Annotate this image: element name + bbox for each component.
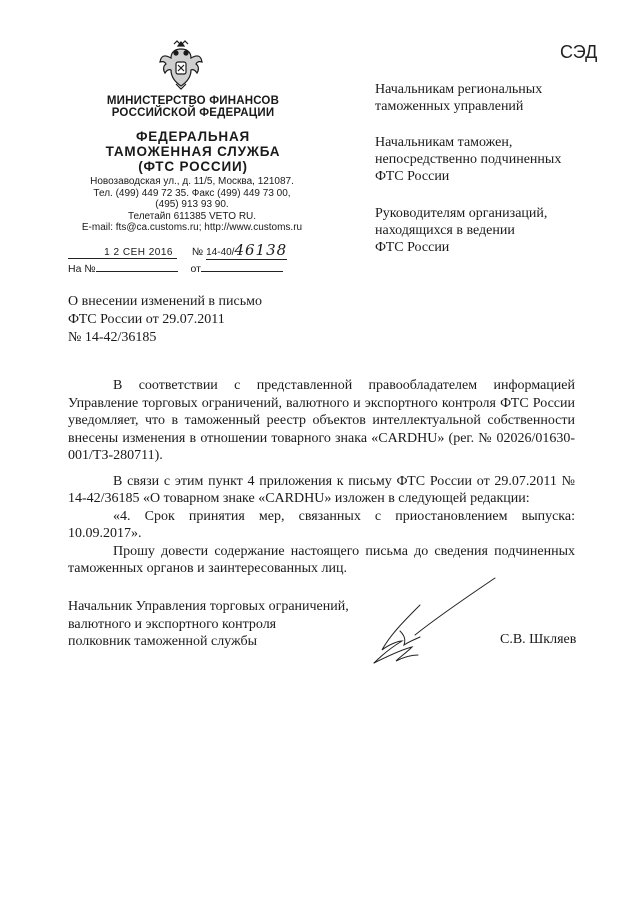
addressee-customs — [375, 134, 605, 185]
registration-number — [206, 241, 287, 260]
addressee-line: непосредственно подчиненных — [375, 152, 562, 167]
contact-block — [72, 176, 312, 234]
body-paragraph-1: В соответствии с представленной правообладателем информацией Управление торговых ограничений, валютного и экспортного контроля ФТС России уведомляет, что в таможенный реестр объектов интеллектуальной собственности внесены изменения в отношении товарного знака «CARDHU» (рег. № 02026/01630-001/ТЗ-280711). — [68, 378, 575, 463]
addressee-line: ФТС России — [375, 169, 450, 184]
addressee-line: Начальникам таможен, — [375, 135, 513, 150]
teletype: Телетайп 611385 VETO RU. — [127, 210, 257, 222]
addressee-regional — [375, 81, 605, 115]
subject-line3: № 14-42/36185 — [68, 330, 157, 345]
addressee-line: ФТС России — [375, 240, 450, 255]
email-web: E-mail: fts@ca.customs.ru; http://www.customs.ru — [81, 222, 303, 233]
service-line2: ТАМОЖЕННАЯ СЛУЖБА — [105, 144, 281, 159]
phone2: (495) 913 93 90. — [155, 199, 229, 210]
body-paragraph-4: Прошу довести содержание настоящего письма до сведения подчиненных таможенных органов и заинтересованных лиц. — [68, 543, 575, 576]
service-line3: (ФТС РОССИИ) — [138, 159, 248, 174]
signer-title-line2: валютного и экспортного контроля — [68, 616, 277, 632]
sed-stamp: СЭД — [560, 42, 598, 62]
addressee-line: Начальникам региональных — [375, 82, 543, 97]
subject-line1: О внесении изменений в письмо — [68, 294, 262, 309]
address: Новозаводская ул., д. 11/5, Москва, 121087. — [90, 176, 294, 187]
service-line1: ФЕДЕРАЛЬНАЯ — [135, 129, 251, 144]
addressee-line: таможенных управлений — [375, 99, 524, 114]
subject-block — [68, 293, 262, 347]
number-label: № — [191, 246, 204, 258]
addressee-line: находящихся в ведении — [375, 223, 515, 238]
addressee-line: Руководителям организаций, — [375, 206, 548, 221]
ref-blank — [96, 261, 178, 272]
from-label: от — [190, 263, 201, 275]
phone-fax: Тел. (499) 449 72 35. Факс (499) 449 73 00, — [93, 187, 291, 199]
ref-label: На № — [68, 263, 96, 275]
addressee-organizations — [375, 205, 605, 256]
signer-title-line3: полковник таможенной службы — [68, 634, 258, 649]
body-paragraph-3: «4. Срок принятия мер, связанных с приостановлением выпуска: 10.09.2017». — [68, 508, 575, 541]
signer-title-line1: Начальник Управления торговых ограничений, — [68, 599, 349, 614]
body-paragraph-2: В связи с этим пункт 4 приложения к письму ФТС России от 29.07.2011 № 14-42/36185 «О товарном знаке «CARDHU» изложен в следующей редакции: — [68, 473, 575, 506]
from-blank — [201, 261, 283, 272]
handwritten-signature — [360, 575, 500, 670]
number-printed: 14-40/ — [206, 247, 235, 258]
ministry-name — [88, 95, 298, 119]
reference-line — [68, 261, 283, 275]
letter-body — [68, 377, 575, 578]
ministry-line1: МИНИСТЕРСТВО ФИНАНСОВ — [106, 95, 280, 107]
subject-line2: ФТС России от 29.07.2011 — [68, 312, 225, 327]
number-handwritten: 46138 — [234, 241, 288, 259]
signer-title — [68, 598, 349, 651]
coat-of-arms-icon — [158, 40, 204, 90]
registration-line — [68, 241, 287, 259]
ministry-line2: РОССИЙСКОЙ ФЕДЕРАЦИИ — [111, 107, 275, 119]
registration-date: 1 2 СЕН 2016 — [68, 246, 177, 259]
service-name — [88, 129, 298, 174]
signer-name: С.В. Шкляев — [500, 632, 577, 647]
